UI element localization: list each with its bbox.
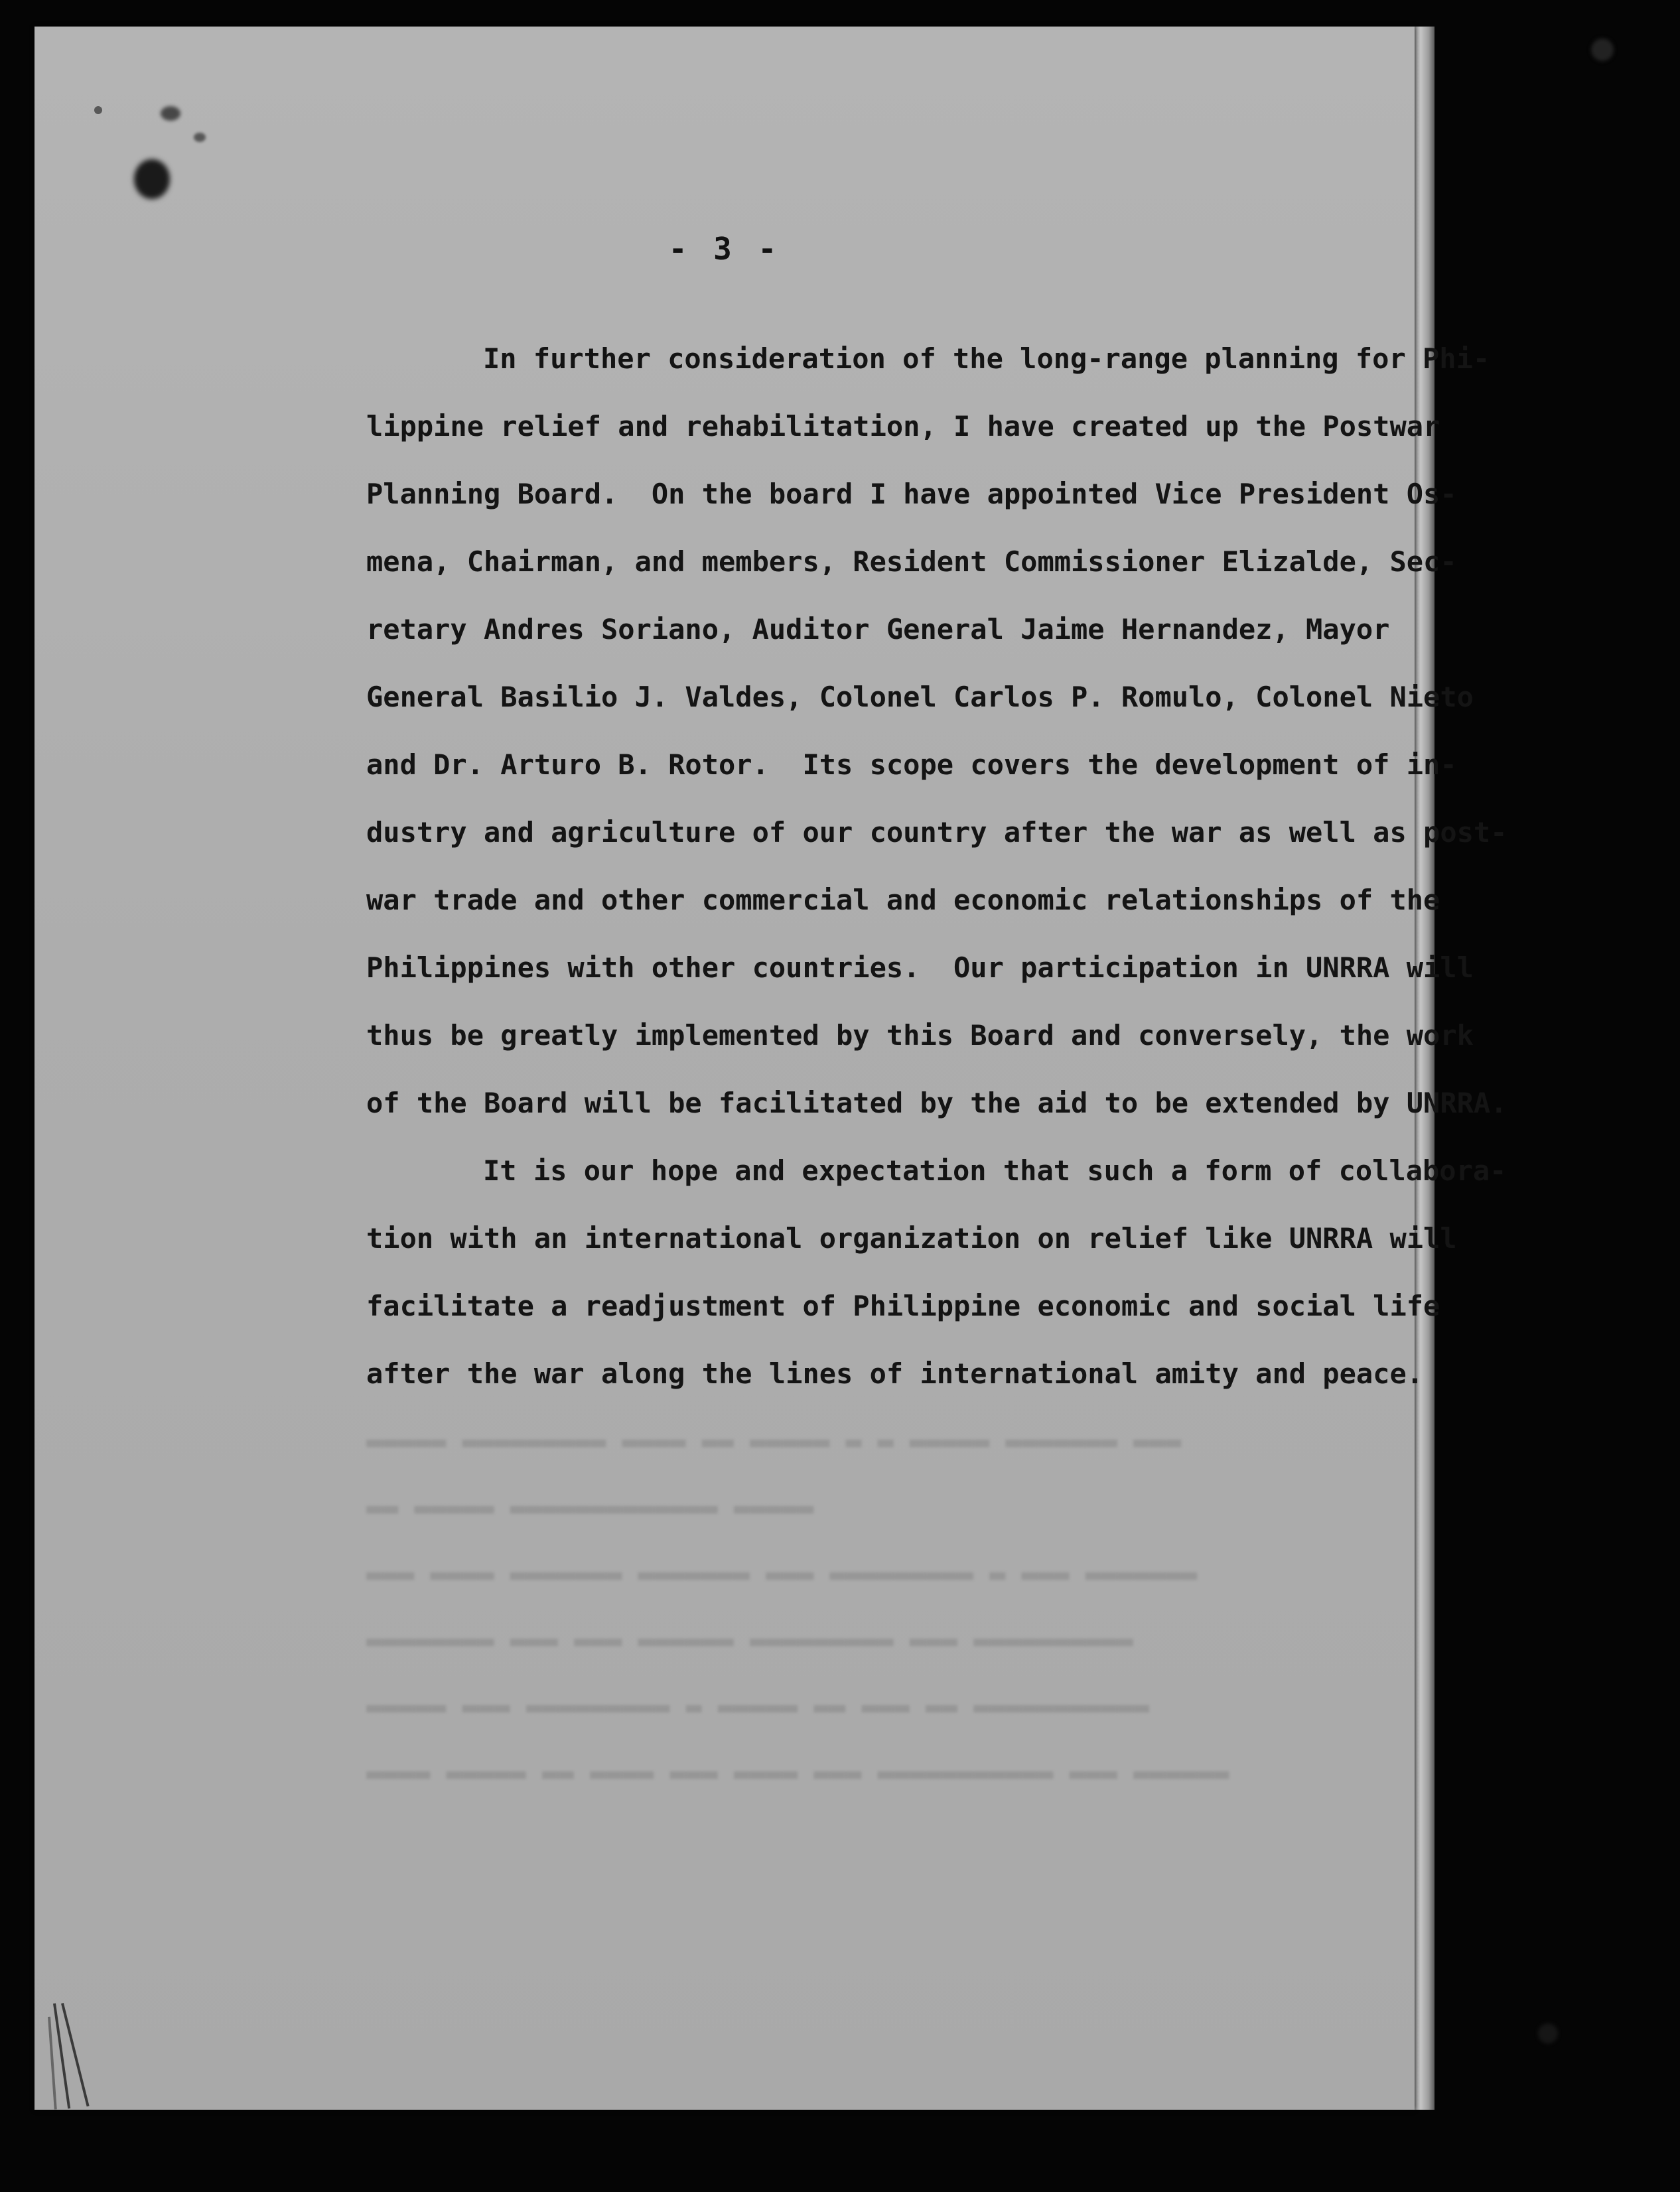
text-line: of the Board will be facilitated by the aid to be extended by UNRRA. (366, 1087, 1507, 1119)
text-line: lippine relief and rehabilitation, I have created up the Postwar (366, 410, 1440, 443)
bleed-through-text: ▬▬▬ ▬▬▬▬ ▬▬▬▬▬▬▬ ▬▬▬▬▬▬▬ ▬▬▬ ▬▬▬▬▬▬▬▬▬ ▬ ▬▬▬ ▬▬▬▬▬▬▬ (366, 1559, 1198, 1590)
bleed-through-text: ▬▬▬▬▬ ▬▬▬▬▬▬▬▬▬ ▬▬▬▬ ▬▬ ▬▬▬▬▬ ▬ ▬ ▬▬▬▬▬ ▬▬▬▬▬▬▬ ▬▬▬ (366, 1426, 1182, 1457)
ink-smudge (161, 106, 180, 121)
text-line: mena, Chairman, and members, Resident Commissioner Elizalde, Sec- (366, 545, 1457, 578)
text-line: dustry and agriculture of our country after the war as well as post- (366, 816, 1507, 849)
text-line: tion with an international organization on relief like UNRRA will (366, 1222, 1457, 1255)
text-line: Planning Board. On the board I have appointed Vice President Os- (366, 478, 1457, 510)
page-edge (1415, 27, 1435, 2110)
text-line: Philippines with other countries. Our participation in UNRRA will (366, 951, 1474, 984)
text-line: retary Andres Soriano, Auditor General Jaime Hernandez, Mayor (366, 613, 1390, 646)
bleed-through-text: ▬▬ ▬▬▬▬▬ ▬▬▬▬▬▬▬▬▬▬▬▬▬ ▬▬▬▬▬ (366, 1493, 814, 1523)
page-number: - 3 - (668, 231, 781, 267)
ink-smudge (94, 106, 102, 114)
text-line: facilitate a readjustment of Philippine economic and social life (366, 1290, 1440, 1322)
text-line: In further consideration of the long-range planning for Phi- (483, 342, 1490, 375)
corner-hole (1538, 2023, 1558, 2043)
binding-mark (48, 2017, 57, 2110)
bleed-through-text: ▬▬▬▬ ▬▬▬▬▬ ▬▬ ▬▬▬▬ ▬▬▬ ▬▬▬▬ ▬▬▬ ▬▬▬▬▬▬▬▬▬▬▬ ▬▬▬ ▬▬▬▬▬▬ (366, 1758, 1229, 1789)
bleed-through-text: ▬▬▬▬▬▬▬▬ ▬▬▬ ▬▬▬ ▬▬▬▬▬▬ ▬▬▬▬▬▬▬▬▬ ▬▬▬ ▬▬▬▬▬▬▬▬▬▬ (366, 1625, 1133, 1656)
text-line: It is our hope and expectation that such a form of collabora- (483, 1154, 1507, 1187)
text-line: war trade and other commercial and economic relationships of the (366, 884, 1440, 916)
text-line: after the war along the lines of international amity and peace. (366, 1357, 1424, 1390)
ink-smudge (134, 159, 170, 199)
document-page (35, 27, 1507, 2110)
ink-smudge (194, 133, 206, 142)
text-line: General Basilio J. Valdes, Colonel Carlos P. Romulo, Colonel Nieto (366, 681, 1474, 713)
bleed-through-text: ▬▬▬▬▬ ▬▬▬ ▬▬▬▬▬▬▬▬▬ ▬ ▬▬▬▬▬ ▬▬ ▬▬▬ ▬▬ ▬▬▬▬▬▬▬▬▬▬▬ (366, 1692, 1150, 1722)
text-line: thus be greatly implemented by this Board and conversely, the work (366, 1019, 1474, 1052)
corner-hole (1591, 38, 1614, 61)
text-line: and Dr. Arturo B. Rotor. Its scope covers the development of in- (366, 748, 1457, 781)
